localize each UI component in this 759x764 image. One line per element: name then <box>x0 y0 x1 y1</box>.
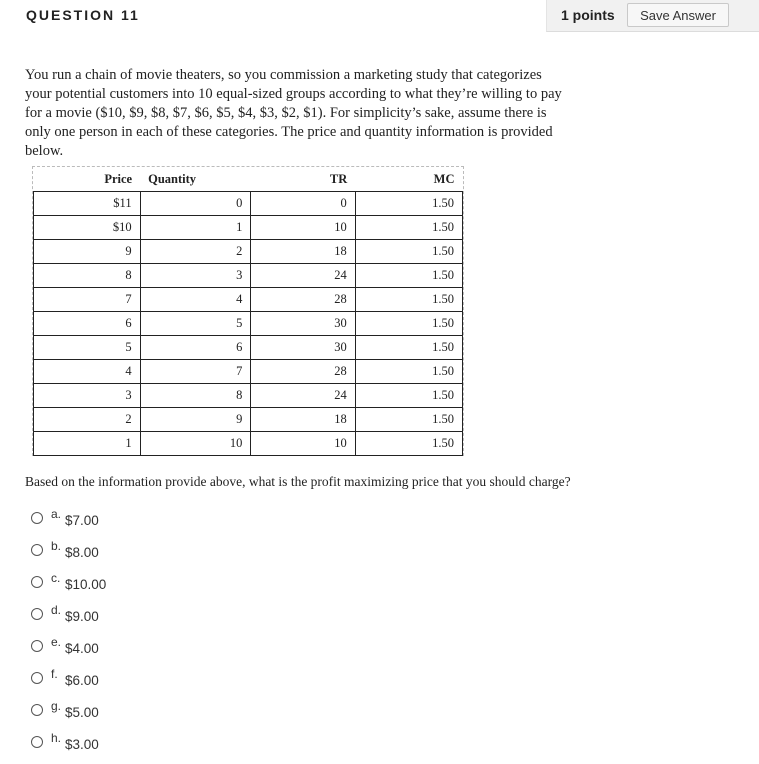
table-row <box>34 312 463 336</box>
option-value: $7.00 <box>65 513 99 528</box>
radio-button[interactable] <box>31 576 43 588</box>
table-cell: 10 <box>251 432 355 456</box>
table-cell: 28 <box>251 360 355 384</box>
header-mc: MC <box>433 171 455 186</box>
radio-button[interactable] <box>31 704 43 716</box>
table-cell: 1 <box>140 216 251 240</box>
table-row <box>34 360 463 384</box>
table-cell: 9 <box>140 408 251 432</box>
table-cell: 1.50 <box>355 240 462 264</box>
table-cell: 1 <box>34 432 141 456</box>
table-cell: 1.50 <box>355 264 462 288</box>
option-value: $3.00 <box>65 737 99 752</box>
option-value: $9.00 <box>65 609 99 624</box>
radio-button[interactable] <box>31 544 43 556</box>
option-value: $10.00 <box>65 577 107 592</box>
table-cell: 8 <box>34 264 141 288</box>
table-cell: 7 <box>140 360 251 384</box>
table-cell: 10 <box>251 216 355 240</box>
option-letter: f. <box>51 667 58 681</box>
table-cell: 1.50 <box>355 360 462 384</box>
table-cell: 18 <box>251 408 355 432</box>
table-header-row <box>34 167 463 192</box>
table-cell: 30 <box>251 312 355 336</box>
table-row <box>34 432 463 456</box>
table-cell: 1.50 <box>355 216 462 240</box>
table-cell: 7 <box>34 288 141 312</box>
option-value: $8.00 <box>65 545 99 560</box>
answer-option[interactable] <box>31 635 231 658</box>
table-cell: 1.50 <box>355 288 462 312</box>
table-row <box>34 264 463 288</box>
table-cell: 3 <box>140 264 251 288</box>
table-cell: 0 <box>140 192 251 216</box>
table-row <box>34 240 463 264</box>
answer-option[interactable] <box>31 571 231 594</box>
table-cell: 5 <box>34 336 141 360</box>
table-cell: 4 <box>140 288 251 312</box>
table-cell: 1.50 <box>355 336 462 360</box>
table-cell: 8 <box>140 384 251 408</box>
header-tr: TR <box>329 171 348 186</box>
radio-button[interactable] <box>31 608 43 620</box>
table-cell: 30 <box>251 336 355 360</box>
table-row <box>34 384 463 408</box>
table-row <box>34 408 463 432</box>
data-table <box>33 167 463 456</box>
option-value: $5.00 <box>65 705 99 720</box>
table-cell: 6 <box>140 336 251 360</box>
option-letter: e. <box>51 635 62 649</box>
table-cell: 1.50 <box>355 192 462 216</box>
table-cell: 2 <box>34 408 141 432</box>
radio-button[interactable] <box>31 736 43 748</box>
answer-option[interactable] <box>31 699 231 722</box>
table-cell: 2 <box>140 240 251 264</box>
answer-option[interactable] <box>31 603 231 626</box>
table-cell: 1.50 <box>355 312 462 336</box>
table-row <box>34 192 463 216</box>
option-letter: h. <box>51 731 62 745</box>
answer-option[interactable] <box>31 731 231 754</box>
header-price: Price <box>104 171 133 186</box>
table-cell: 5 <box>140 312 251 336</box>
table-cell: 10 <box>140 432 251 456</box>
radio-button[interactable] <box>31 672 43 684</box>
table-row <box>34 336 463 360</box>
answer-option[interactable] <box>31 667 231 690</box>
question-text: You run a chain of movie theaters, so you commission a marketing study that categorizes your potential customers into 10 equal-sized groups according to what they’re willing to pay for a movie ($10, $9, $8, $7, $6, $5, $4, $3, $2, $1). For simplicity’s sake, assume there is only one person in each of these categories. The price and quantity information is provided below. <box>25 67 562 159</box>
table-cell: 1.50 <box>355 432 462 456</box>
table-cell: 9 <box>34 240 141 264</box>
radio-button[interactable] <box>31 640 43 652</box>
answer-option[interactable] <box>31 507 231 530</box>
question-header <box>0 0 759 32</box>
option-value: $4.00 <box>65 641 99 656</box>
table-cell: 18 <box>251 240 355 264</box>
table-row <box>34 216 463 240</box>
table-cell: $11 <box>34 192 141 216</box>
data-table-container <box>32 166 464 456</box>
table-cell: 1.50 <box>355 408 462 432</box>
points-box <box>546 0 759 32</box>
table-cell: 0 <box>251 192 355 216</box>
answer-option[interactable] <box>31 539 231 562</box>
option-letter: g. <box>51 699 62 713</box>
option-letter: a. <box>51 507 62 521</box>
question-title: QUESTION 11 <box>26 7 140 23</box>
option-letter: b. <box>51 539 62 553</box>
table-cell: 4 <box>34 360 141 384</box>
radio-button[interactable] <box>31 512 43 524</box>
table-cell: 28 <box>251 288 355 312</box>
table-cell: 24 <box>251 384 355 408</box>
followup-question: Based on the information provide above, what is the profit maximizing price that you should charge? <box>25 474 571 489</box>
save-answer-button[interactable]: Save Answer <box>627 3 729 27</box>
table-cell: 24 <box>251 264 355 288</box>
header-quantity: Quantity <box>148 171 197 186</box>
table-row <box>34 288 463 312</box>
points-label: 1 points <box>561 7 615 23</box>
table-cell: 6 <box>34 312 141 336</box>
table-cell: 1.50 <box>355 384 462 408</box>
table-cell: $10 <box>34 216 141 240</box>
table-cell: 3 <box>34 384 141 408</box>
option-value: $6.00 <box>65 673 99 688</box>
option-letter: c. <box>51 571 61 585</box>
option-letter: d. <box>51 603 62 617</box>
